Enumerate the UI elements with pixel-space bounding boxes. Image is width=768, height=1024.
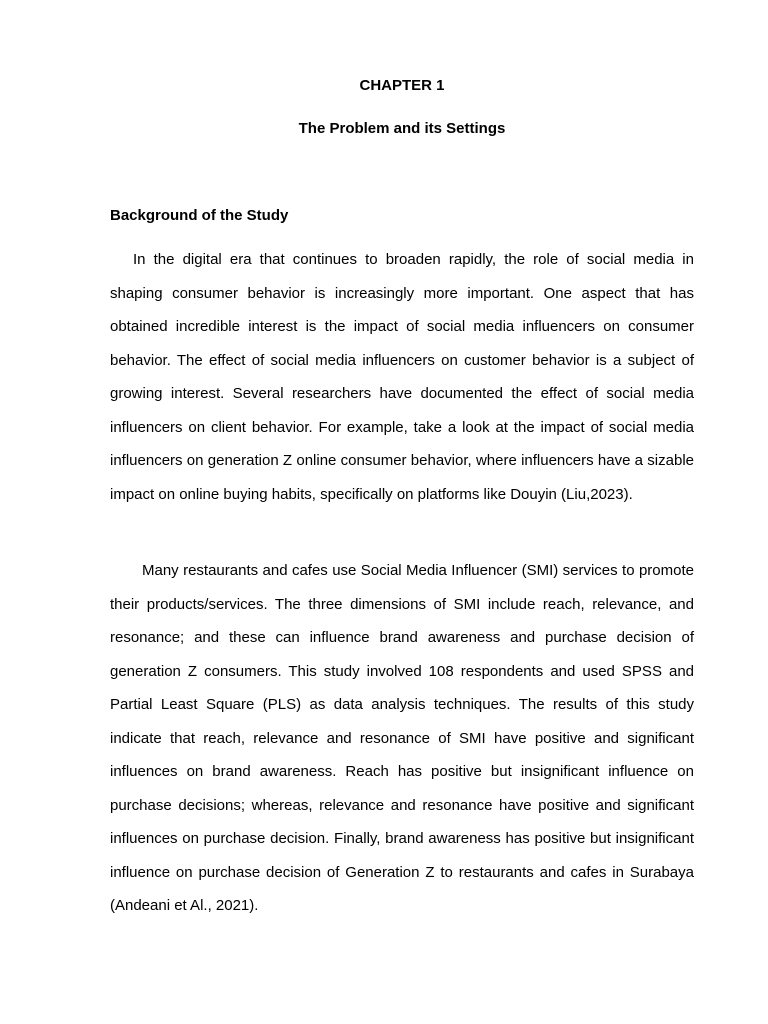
chapter-title: CHAPTER 1 (359, 77, 445, 94)
body-paragraph-2: Many restaurants and cafes use Social Media Influencer (SMI) services to promote their products/services. The three dimensions of SMI include reach, relevance, and resonance; and these can influence brand awareness and purchase decision of generation Z consumers. This study involved 108 respondents and used SPSS and Partial Least Square (PLS) as data analysis techniques. The results of this study indicate that reach, relevance and resonance of SMI have positive and significant influences on brand awareness. Reach has positive but insignificant influence on purchase decisions; whereas, relevance and resonance have positive and significant influences on purchase decision. Finally, brand awareness has positive but insignificant influence on purchase decision of Generation Z to restaurants and cafes in Surabaya (Andeani et Al., 2021). (110, 562, 694, 914)
body-paragraph-1: In the digital era that continues to broaden rapidly, the role of social media in shaping consumer behavior is increasingly more important. One aspect that has obtained incredible interest is the impact of social media influencers on consumer behavior. The effect of social media influencers on customer behavior is a subject of growing interest. Several researchers have documented the effect of social media influencers on client behavior. For example, take a look at the impact of social media influencers on generation Z online consumer behavior, where influencers have a sizable impact on online buying habits, specifically on platforms like Douyin (Liu,2023). (110, 251, 694, 503)
chapter-subtitle: The Problem and its Settings (298, 120, 506, 137)
section-heading: Background of the Study (110, 207, 289, 224)
